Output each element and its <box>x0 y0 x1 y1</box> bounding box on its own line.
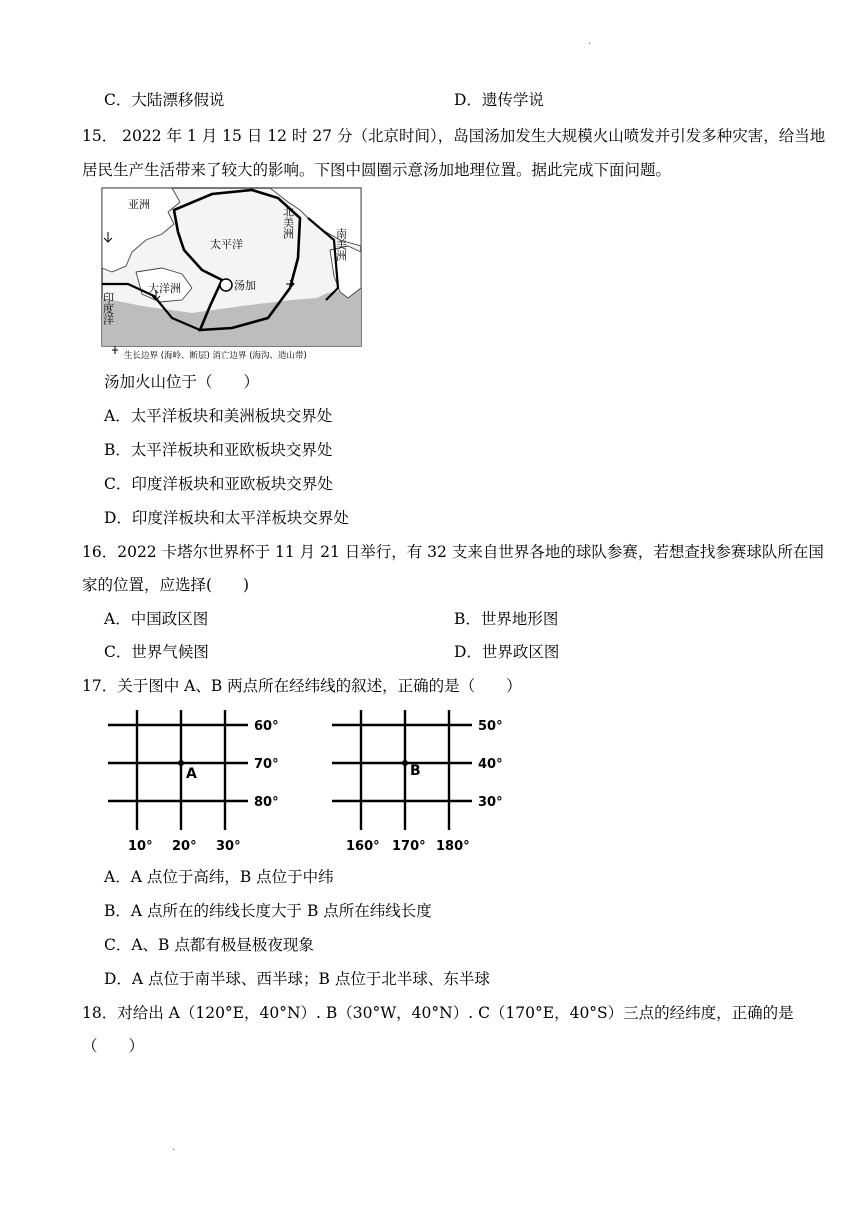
q16-option-b: B．世界地形图 <box>454 610 559 628</box>
q15-option-a: A．太平洋板块和美洲板块交界处 <box>104 407 333 425</box>
map-label-tonga: 汤加 <box>234 279 256 292</box>
grid-b-lon-3: 180° <box>436 839 470 854</box>
map-label-asia: 亚洲 <box>128 198 150 211</box>
q15-stem-line2: 居民生产生活带来了较大的影响。下图中圆圈示意汤加地理位置。据此完成下面问题。 <box>82 161 672 179</box>
q16-option-a: A．中国政区图 <box>104 610 209 628</box>
q17-option-c: C．A、B 点都有极昼极夜现象 <box>104 936 314 954</box>
grid-b-point: B <box>410 763 421 779</box>
plate-map <box>102 188 364 363</box>
q15-stem-line1: 15． 2022 年 1 月 15 日 12 时 27 分（北京时间），岛国汤加发生大规模火山喷发并引发多种灾害，给当地 <box>82 127 826 145</box>
map-label-north-america: 北美洲 <box>281 206 295 239</box>
q15-option-d: D．印度洋板块和太平洋板块交界处 <box>104 509 349 527</box>
q18-stem-line2: （ ） <box>82 1037 145 1055</box>
q15-option-c: C．印度洋板块和亚欧板块交界处 <box>104 475 333 493</box>
grid-a-lon-2: 20° <box>172 839 197 854</box>
grid-b-lon-1: 160° <box>346 839 380 854</box>
grid-b-lat-1: 50° <box>478 719 503 734</box>
q17-option-b: B．A 点所在的纬线长度大于 B 点所在纬线长度 <box>104 902 432 920</box>
q15-sub-question: 汤加火山位于（ ） <box>104 373 260 391</box>
map-label-south-america: 南美洲 <box>334 228 348 261</box>
lat-lon-grid-b <box>332 710 532 860</box>
q17-stem: 17．关于图中 A、B 两点所在经纬线的叙述，正确的是（ ） <box>82 677 522 695</box>
lat-lon-grid-a <box>108 710 308 860</box>
grid-b-lat-2: 40° <box>478 757 503 772</box>
footer-mark: . <box>172 1142 176 1153</box>
q16-option-c: C．世界气候图 <box>104 643 209 661</box>
grid-a-lon-1: 10° <box>128 839 153 854</box>
q18-stem-line1: 18．对给出 A（120°E，40°N）. B（30°W，40°N）. C（170°E，40°S）三点的经纬度，正确的是 <box>82 1004 794 1022</box>
grid-a-lat-2: 70° <box>254 757 279 772</box>
grid-a-lon-3: 30° <box>216 839 241 854</box>
q14-option-c: C．大陆漂移假说 <box>104 91 225 109</box>
grid-b-lat-3: 30° <box>478 795 503 810</box>
map-label-pacific: 太平洋 <box>210 238 243 251</box>
grid-a-lat-1: 60° <box>254 719 279 734</box>
q15-option-b: B．太平洋板块和亚欧板块交界处 <box>104 441 333 459</box>
q14-option-d: D．遗传学说 <box>454 91 544 109</box>
q16-stem-line2: 家的位置，应选择( ) <box>82 576 250 594</box>
map-label-oceania: 大洋洲 <box>148 282 181 295</box>
map-label-indian-ocean: 印度洋 <box>101 292 115 325</box>
q16-stem-line1: 16．2022 卡塔尔世界杯于 11 月 21 日举行，有 32 支来自世界各地的球队参赛，若想查找参赛球队所在国 <box>82 543 824 561</box>
grid-a-lat-3: 80° <box>254 795 279 810</box>
q16-option-d: D．世界政区图 <box>454 643 560 661</box>
grid-a-point: A <box>186 766 197 782</box>
grid-b-lon-2: 170° <box>392 839 426 854</box>
q17-option-d: D．A 点位于南半球、西半球；B 点位于北半球、东半球 <box>104 970 490 988</box>
q17-option-a: A．A 点位于高纬，B 点位于中纬 <box>104 868 334 886</box>
map-legend: 生长边界 (海岭、断层) 消亡边界 (海沟、造山带) <box>124 351 307 361</box>
header-mark: . <box>588 36 592 47</box>
